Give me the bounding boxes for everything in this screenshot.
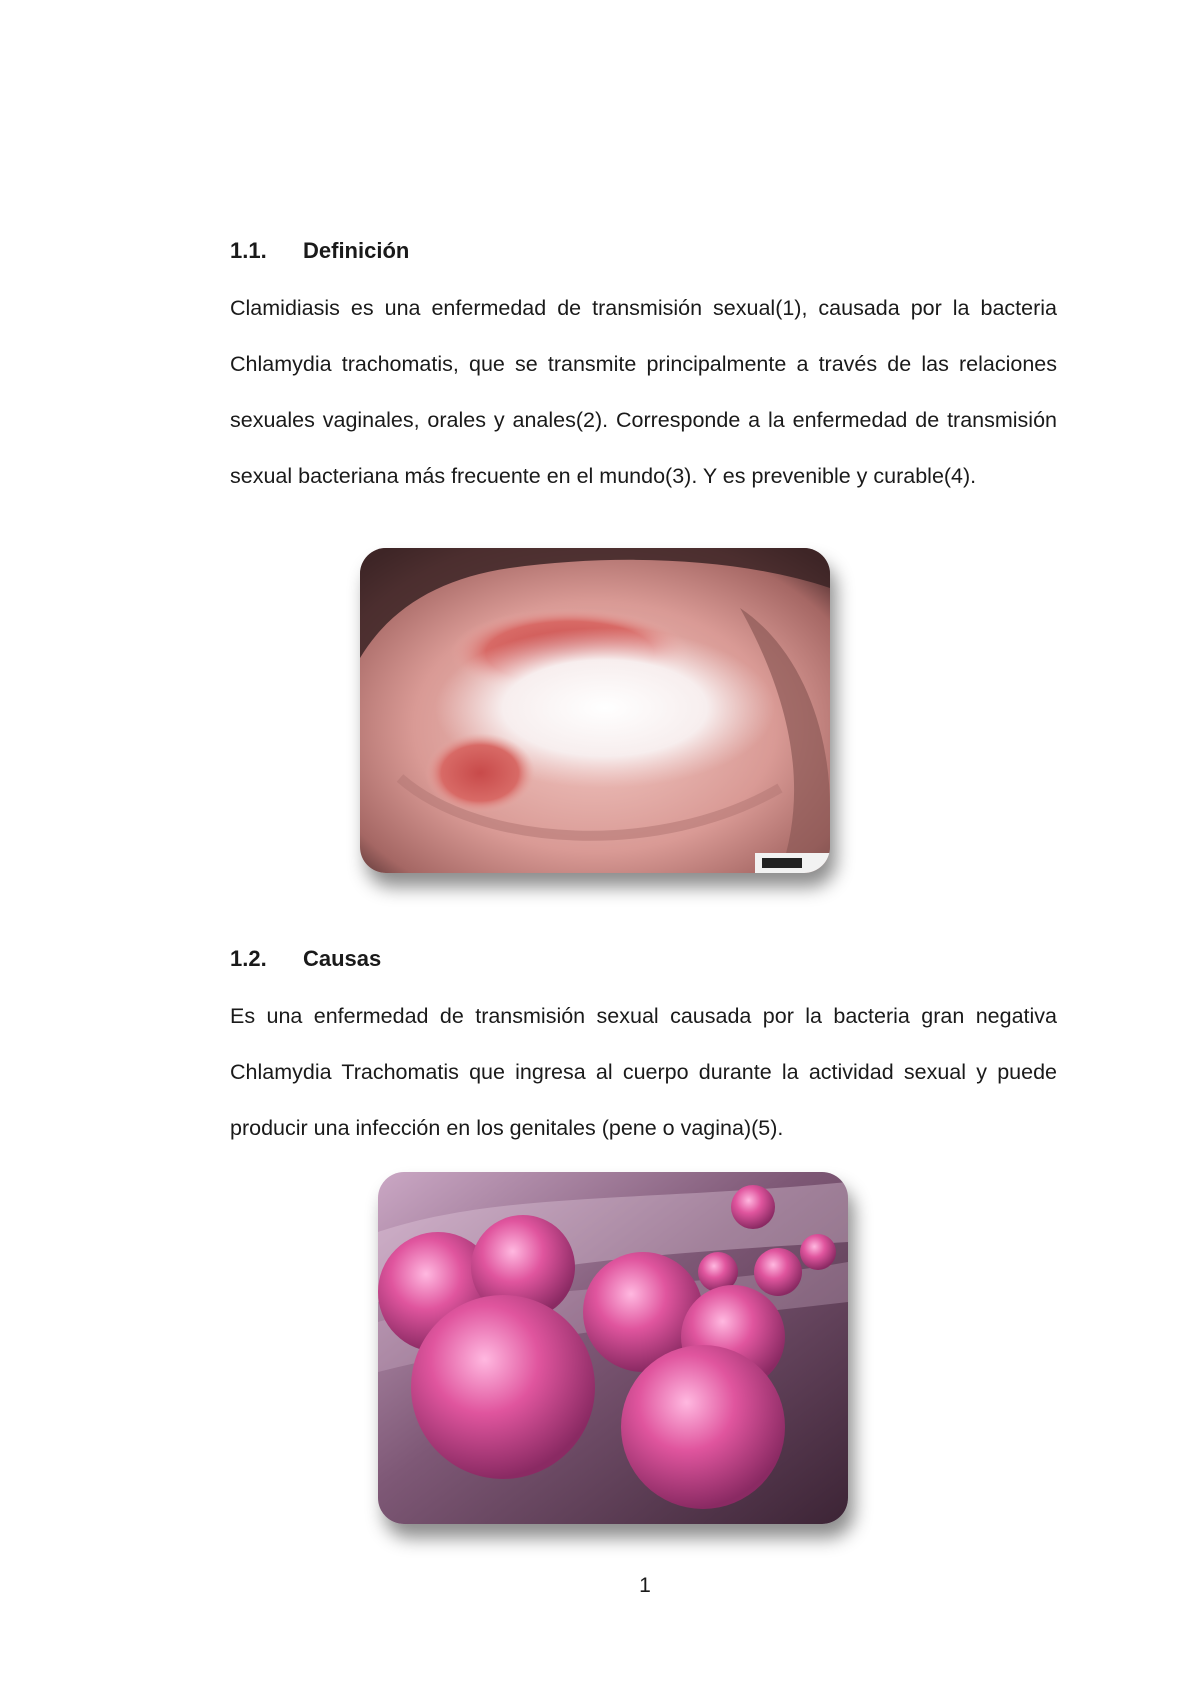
section-title: Causas: [303, 946, 382, 971]
cervix-clinical-photo: [360, 548, 830, 873]
page-number: 1: [639, 1574, 651, 1597]
section-number: 1.2.: [230, 946, 267, 971]
section-heading-definicion: [230, 236, 409, 266]
section-number: 1.1.: [230, 238, 267, 263]
section-title: Definición: [303, 238, 410, 263]
chlamydia-bacteria-illustration: [378, 1172, 848, 1524]
section-heading-causas: [230, 944, 381, 974]
section-paragraph-definicion: Clamidiasis es una enfermedad de transmisión sexual(1), causada por la bacteria Chlamydia trachomatis, que se transmite principalmente a través de las relaciones sexuales vaginales, orales y anales(2). Corresponde a la enfermedad de transmisión sexual bacteriana más frecuente en el mundo(3). Y es prevenible y curable(4).: [230, 296, 1057, 488]
section-paragraph-causas: Es una enfermedad de transmisión sexual causada por la bacteria gran negativa Chlamydia Trachomatis que ingresa al cuerpo durante la actividad sexual y puede producir una infección en los genitales (pene o vagina)(5).: [230, 1004, 1057, 1140]
